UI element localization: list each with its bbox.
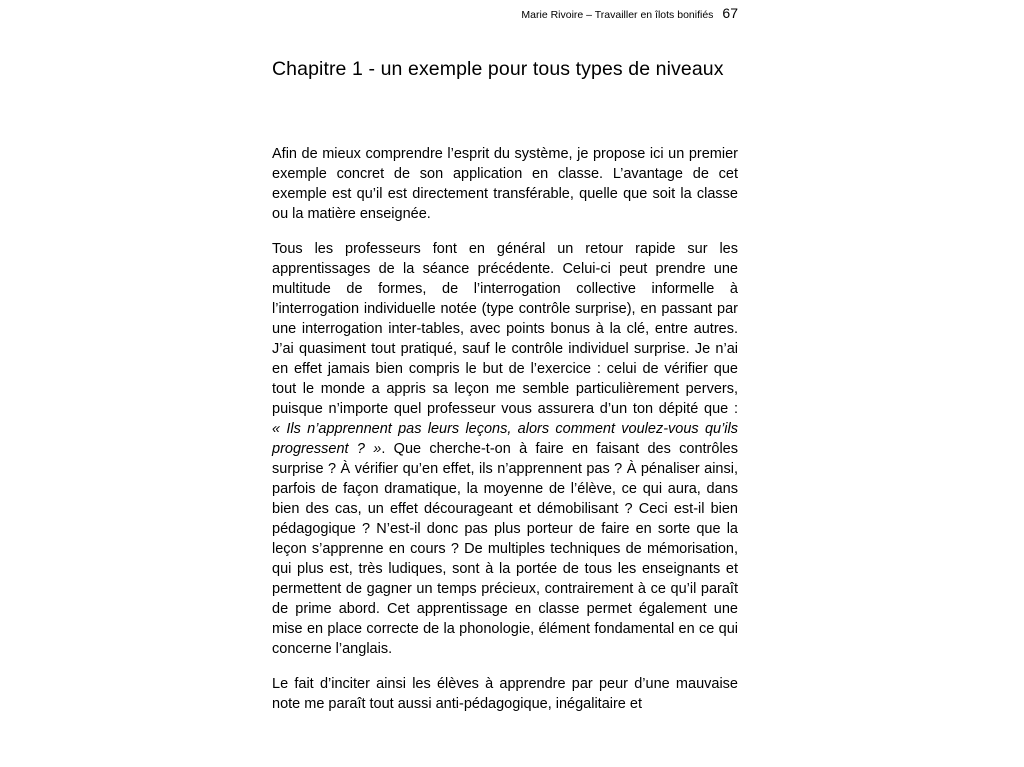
running-title: Marie Rivoire – Travailler en îlots bonifiés <box>521 9 714 21</box>
page-number: 67 <box>722 5 738 21</box>
paragraph-main-text-after-quote: . Que cherche-t-on à faire en faisant des contrôles surprise ? À vérifier qu’en effet, ils n’apprennent pas ? À pénaliser ainsi, parfois de façon dramatique, la moyenne de l’élève, ce qui aura, dans bien des cas, un effet décourageant et démobilisant ? Ceci est-il bien pédagogique ? N’est-il donc pas plus porteur de faire en sorte que la leçon s’apprenne en cours ? De multiples techniques de mémorisation, qui plus est, très ludiques, sont à la portée de tous les enseignants et permettent de gagner un temps précieux, contrairement à ce qu’il paraît de prime abord. Cet apprentissage en classe permet également une mise en place correcte de la phonologie, élément fondamental en ce qui concerne l’anglais. <box>272 441 738 657</box>
paragraph-main-quote: « Ils n’apprennent pas leurs leçons, alors comment voulez-vous qu’ils progressent ? » <box>272 421 738 457</box>
paragraph-closing: Le fait d’inciter ainsi les élèves à apprendre par peur d’une mauvaise note me paraît tout aussi anti-pédagogique, inégalitaire et <box>272 676 738 712</box>
page-content <box>272 0 738 729</box>
chapter-title: Chapitre 1 - un exemple pour tous types de niveaux <box>272 58 724 80</box>
paragraph-main-text-before-quote: Tous les professeurs font en général un retour rapide sur les apprentissages de la séance précédente. Celui-ci peut prendre une multitude de formes, de l’interrogation collective informelle à l’interrogation individuelle notée (type contrôle surprise), en passant par une interrogation inter-tables, avec points bonus à la clé, entre autres. J’ai quasiment tout pratiqué, sauf le contrôle individuel surprise. Je n’ai en effet jamais bien compris le but de l’exercice : celui de vérifier que tout le monde a appris sa leçon me semble particulièrement pervers, puisque n’importe quel professeur vous assurera d’un ton dépité que : <box>272 241 738 417</box>
paragraph-main <box>272 239 738 659</box>
paragraph-intro: Afin de mieux comprendre l’esprit du système, je propose ici un premier exemple concret de son application en classe. L’avantage de cet exemple est qu’il est directement transférable, quelle que soit la classe ou la matière enseignée. <box>272 146 738 222</box>
